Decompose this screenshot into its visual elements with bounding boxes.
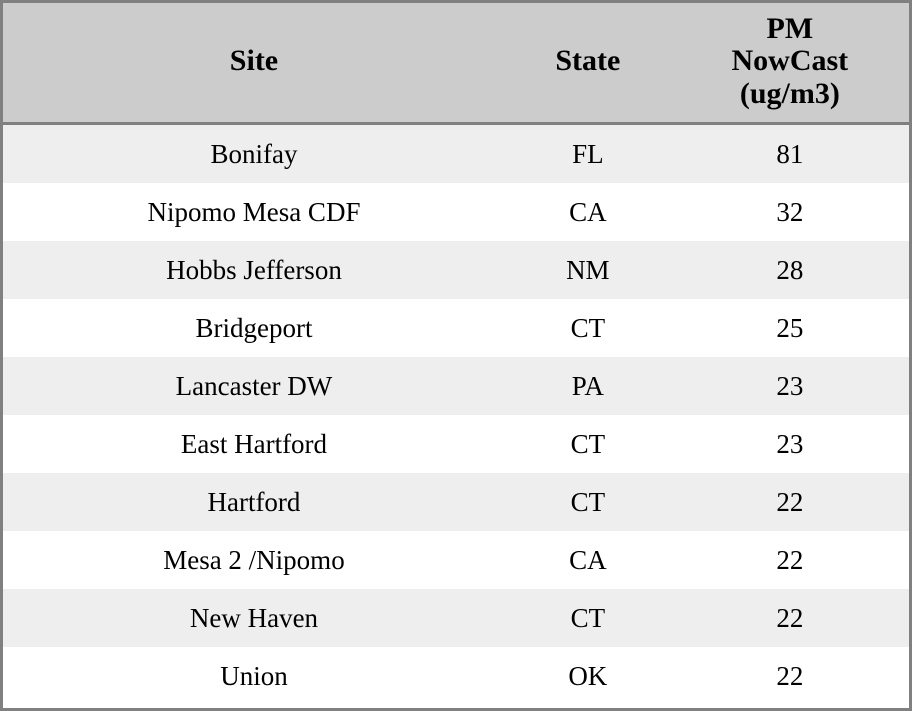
table-row — [3, 357, 909, 415]
column-header-pm-nowcast-line-2: NowCast — [731, 44, 849, 78]
cell-site: East Hartford — [180, 428, 328, 459]
cell-state: CT — [570, 428, 606, 459]
table-row — [3, 241, 909, 299]
cell-state: PA — [571, 370, 604, 401]
cell-pm-nowcast: 25 — [776, 312, 804, 343]
table-row — [3, 647, 909, 705]
cell-state: OK — [568, 660, 608, 691]
cell-site: Union — [220, 660, 288, 691]
cell-site: Hobbs Jefferson — [166, 254, 342, 285]
cell-state: CT — [570, 486, 606, 517]
cell-pm-nowcast: 28 — [776, 254, 804, 285]
cell-site: Hartford — [207, 486, 301, 517]
cell-pm-nowcast: 81 — [776, 138, 804, 169]
cell-site: Bridgeport — [195, 312, 313, 343]
column-header-state — [505, 3, 671, 124]
cell-state: NM — [566, 254, 610, 285]
cell-state: CA — [569, 196, 607, 227]
cell-site: New Haven — [189, 602, 319, 633]
table-row — [3, 473, 909, 531]
column-header-pm-nowcast-line-3: (ug/m3) — [739, 76, 840, 110]
table-row — [3, 415, 909, 473]
table-body — [3, 124, 909, 706]
cell-state: CA — [569, 544, 607, 575]
cell-pm-nowcast: 23 — [776, 370, 804, 401]
table-row — [3, 183, 909, 241]
table-header — [3, 3, 909, 124]
cell-site: Nipomo Mesa CDF — [147, 196, 361, 227]
cell-site: Bonifay — [210, 138, 298, 169]
cell-pm-nowcast: 22 — [776, 486, 804, 517]
table-row — [3, 531, 909, 589]
cell-state: CT — [570, 602, 606, 633]
cell-site: Lancaster DW — [175, 370, 333, 401]
column-header-pm-nowcast — [671, 3, 909, 124]
table-row — [3, 589, 909, 647]
cell-state: CT — [570, 312, 606, 343]
cell-pm-nowcast: 32 — [776, 196, 804, 227]
column-header-site — [3, 3, 505, 124]
cell-pm-nowcast: 22 — [776, 660, 804, 691]
column-header-site-line-1: Site — [229, 44, 279, 78]
air-quality-table — [3, 3, 909, 705]
column-header-state-line-1: State — [555, 44, 621, 78]
column-header-pm-nowcast-line-1: PM — [766, 12, 814, 45]
table-row — [3, 124, 909, 184]
cell-state: FL — [572, 138, 604, 169]
cell-pm-nowcast: 23 — [776, 428, 804, 459]
cell-pm-nowcast: 22 — [776, 544, 804, 575]
table-row — [3, 299, 909, 357]
cell-site: Mesa 2 /Nipomo — [163, 544, 345, 575]
table-header-row — [3, 3, 909, 124]
cell-pm-nowcast: 22 — [776, 602, 804, 633]
